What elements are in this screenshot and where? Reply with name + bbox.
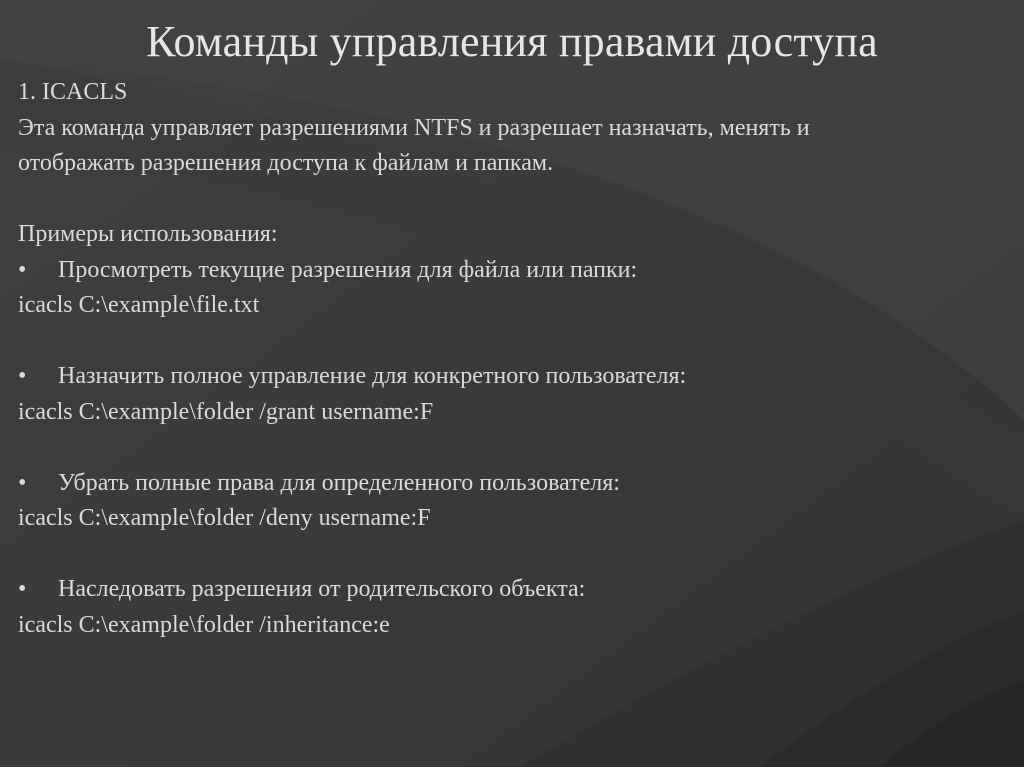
example-item xyxy=(18,466,1008,502)
description-line-2: отображать разрешения доступа к файлам и папкам. xyxy=(18,150,554,176)
spacer xyxy=(18,324,1008,360)
bullet-icon: • xyxy=(18,256,27,283)
description-line-1: Эта команда управляет разрешениями NTFS и разрешает назначать, менять и xyxy=(18,114,810,141)
slide-body xyxy=(18,75,1008,643)
example-text: Убрать полные права для определенного пользователя: xyxy=(58,469,620,496)
slide-title: Команды управления правами доступа xyxy=(146,17,878,66)
example-command: icacls C:\example\folder /grant username:F xyxy=(18,398,434,425)
spacer xyxy=(18,430,1008,466)
spacer xyxy=(18,537,1008,573)
example-text: Наследовать разрешения от родительского объекта: xyxy=(58,576,586,602)
example-command: icacls C:\example\folder /inheritance:e xyxy=(18,611,390,638)
example-command: icacls C:\example\file.txt xyxy=(18,292,260,318)
example-text: Просмотреть текущие разрешения для файла или папки: xyxy=(58,256,638,283)
section-heading: 1. ICACLS xyxy=(18,79,128,105)
example-item xyxy=(18,572,1008,608)
bullet-icon: • xyxy=(18,363,27,389)
example-item xyxy=(18,359,1008,395)
examples-label: Примеры использования: xyxy=(18,221,278,247)
spacer xyxy=(18,182,1008,218)
example-text: Назначить полное управление для конкретного пользователя: xyxy=(58,363,687,389)
bullet-icon: • xyxy=(18,576,27,602)
example-item xyxy=(18,253,1008,289)
example-command: icacls C:\example\folder /deny username:F xyxy=(18,505,431,531)
bullet-icon: • xyxy=(18,469,27,496)
